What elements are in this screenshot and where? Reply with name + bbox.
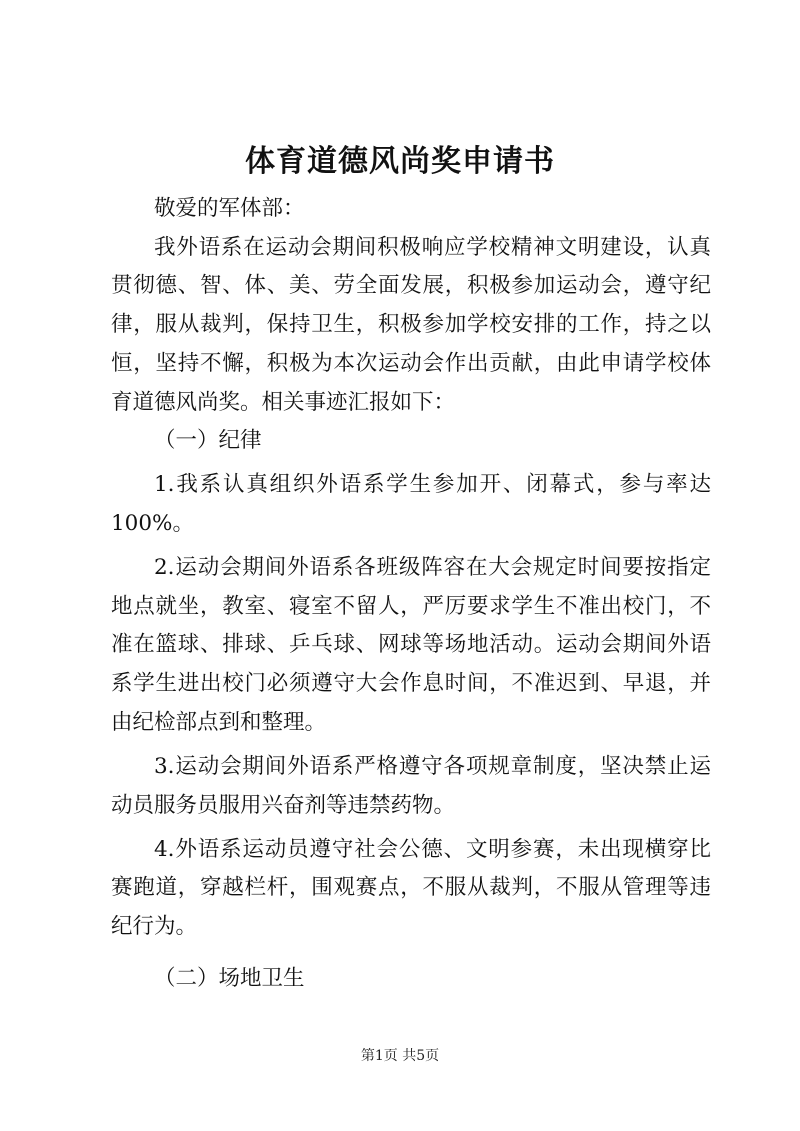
document-title: 体育道德风尚奖申请书 xyxy=(245,144,555,179)
intro-paragraph: 我外语系在运动会期间积极响应学校精神文明建设，认真贯彻德、智、体、美、劳全面发展，积极参加运动会，遵守纪律，服从裁判，保持卫生，积极参加学校安排的工作，持之以恒，坚持不懈，积极为本次运动会作出贡献，由此申请学校体育道德风尚奖。相关事迹汇报如下： xyxy=(111,234,711,415)
list-item-2: 2.运动会期间外语系各班级阵容在大会规定时间要按指定地点就坐，教室、寝室不留人，严厉要求学生不准出校门，不准在篮球、排球、乒乓球、网球等场地活动。运动会期间外语系学生进出校门必须遵守大会作息时间，不准迟到、早退，并由纪检部点到和整理。 xyxy=(111,555,711,735)
salutation: 敬爱的军体部： xyxy=(154,196,305,221)
section-heading-discipline: （一）纪律 xyxy=(154,428,262,454)
section-heading-hygiene: （二）场地卫生 xyxy=(154,965,305,991)
page-footer: 第1页 共5页 xyxy=(360,1048,440,1064)
document-body xyxy=(111,190,711,998)
list-item-4: 4.外语系运动员遵守社会公德、文明参赛，未出现横穿比赛跑道，穿越栏杆，围观赛点，不服从裁判，不服从管理等违纪行为。 xyxy=(111,836,711,940)
list-item-1: 1.我系认真组织外语系学生参加开、闭幕式，参与率达100%。 xyxy=(111,472,711,536)
list-item-3: 3.运动会期间外语系严格遵守各项规章制度，坚决禁止运动员服务员服用兴奋剂等违禁药物。 xyxy=(111,753,711,818)
